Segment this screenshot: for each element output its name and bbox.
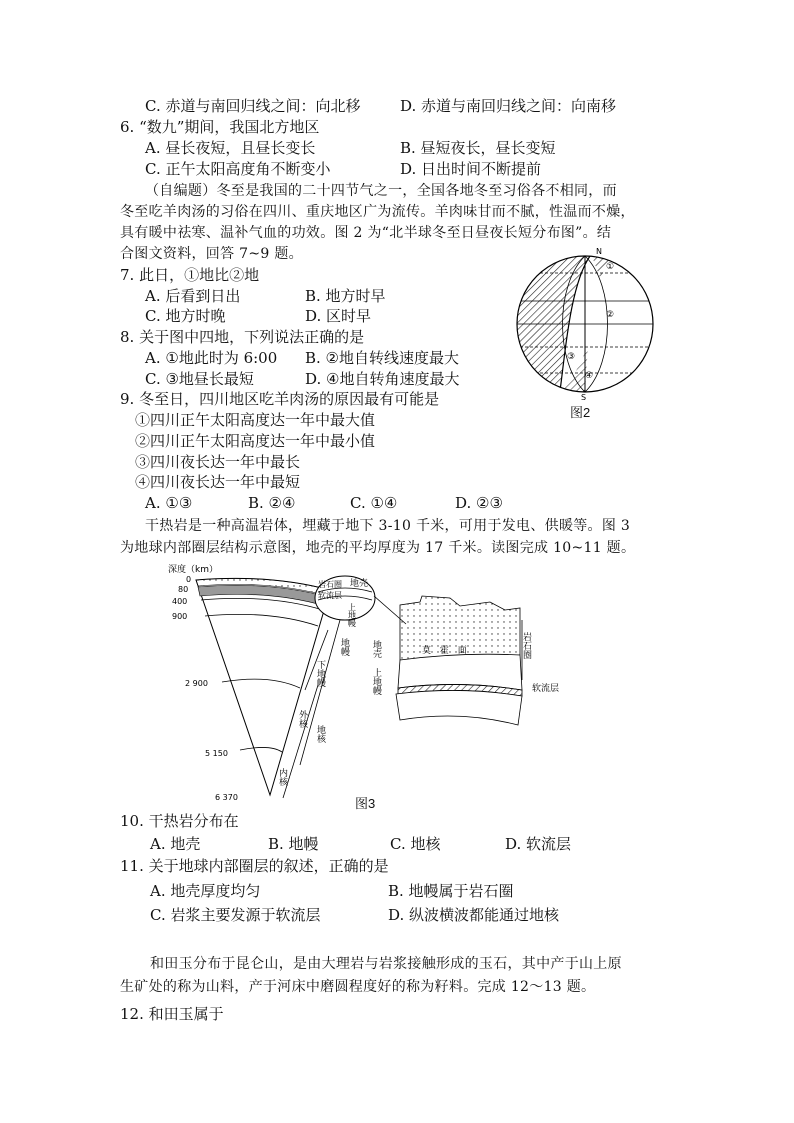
q9-option-a: A. ①③ <box>145 494 193 512</box>
q9-option-c: C. ①④ <box>350 494 398 512</box>
fig3-depth-900: 900 <box>172 612 188 621</box>
figure3-earth-interior <box>160 560 560 805</box>
q7-option-d: D. 区时早 <box>305 307 372 325</box>
q11-option-c: C. 岩浆主要发源于软流层 <box>150 906 321 924</box>
figure2-globe <box>510 245 660 400</box>
q8-option-d: D. ④地自转角速度最大 <box>305 370 460 388</box>
passage3-line2: 生矿处的称为山料，产于河床中磨圆程度好的称为籽料。完成 12～13 题。 <box>120 979 596 995</box>
q10-option-b: B. 地幔 <box>268 835 319 853</box>
passage3-line1: 和田玉分布于昆仑山，是由大理岩与岩浆接触形成的玉石，其中产于山上原 <box>150 956 622 972</box>
fig3-lower-mantle-label: 下地幔 <box>315 660 325 687</box>
fig3-mantle-label: 地幔 <box>339 638 349 656</box>
fig3-upper-mantle-label: 上地幔 <box>347 603 357 627</box>
q6-stem: 6. “数九”期间，我国北方地区 <box>120 118 320 136</box>
q6-option-c: C. 正午太阳高度角不断变小 <box>145 160 331 178</box>
fig3-outer-core-label: 外核 <box>297 710 307 728</box>
q9-option-b: B. ②④ <box>248 494 296 512</box>
fig3-core-label: 地核 <box>315 725 325 743</box>
fig2-point-1: ① <box>606 262 615 272</box>
figure2-caption: 图2 <box>570 405 591 420</box>
fig3-lithosphere-label: 岩石圈 <box>318 580 342 589</box>
q8-option-a: A. ①地此时为 6:00 <box>145 349 278 367</box>
q9-option-d: D. ②③ <box>455 494 503 512</box>
q9-statement-1: ①四川正午太阳高度达一年中最大值 <box>135 411 376 429</box>
figure3-caption: 图3 <box>355 796 376 811</box>
fig3-depth-80: 80 <box>178 585 189 594</box>
q6-option-d: D. 日出时间不断提前 <box>400 160 542 178</box>
q6-option-a: A. 昼长夜短，且昼长变长 <box>145 139 316 157</box>
fig3-moho-label: 莫 霍 面 <box>422 646 470 656</box>
fig3-depth-2900: 2 900 <box>185 679 208 688</box>
q9-statement-4: ④四川夜长达一年中最短 <box>135 473 301 491</box>
q10-option-a: A. 地壳 <box>150 835 201 853</box>
fig2-north-label: N <box>596 247 602 256</box>
fig3-right-upper-mantle-label: 上地幔 <box>371 668 381 695</box>
q10-option-d: D. 软流层 <box>505 835 572 853</box>
q11-option-d: D. 纵波横波都能通过地核 <box>388 906 560 924</box>
fig3-right-crust-label: 地壳 <box>371 640 381 658</box>
q7-option-c: C. 地方时晚 <box>145 307 226 325</box>
q7-option-a: A. 后看到日出 <box>145 287 241 305</box>
q11-option-b: B. 地幔属于岩石圈 <box>388 882 514 900</box>
q9-stem: 9. 冬至日，四川地区吃羊肉汤的原因最有可能是 <box>120 390 440 408</box>
q7-stem: 7. 此日，①地比②地 <box>120 266 260 284</box>
fig2-point-2: ② <box>606 310 615 320</box>
q11-option-a: A. 地壳厚度均匀 <box>150 882 261 900</box>
passage2-line2: 为地球内部圈层结构示意图，地壳的平均厚度为 17 千米。读图完成 10~11 题。 <box>120 540 636 556</box>
fig2-south-label: S <box>581 393 587 402</box>
q8-stem: 8. 关于图中四地，下列说法正确的是 <box>120 328 365 346</box>
passage1-line3: 具有暖中祛寒、温补气血的功效。图 2 为“北半球冬至日昼夜长短分布图”。结 <box>120 225 612 241</box>
fig3-right-asthenosphere-label: 软流层 <box>532 684 560 694</box>
q5-option-c: C. 赤道与南回归线之间：向北移 <box>145 97 361 115</box>
fig2-point-3: ③ <box>567 352 576 362</box>
fig3-depth-title: 深度（km） <box>168 565 218 575</box>
fig3-crust-label: 地壳 <box>350 579 369 589</box>
passage1-line2: 冬至吃羊肉汤的习俗在四川、重庆地区广为流传。羊肉味甘而不腻，性温而不燥， <box>120 204 635 220</box>
q10-option-c: C. 地核 <box>390 835 441 853</box>
q5-option-d: D. 赤道与南回归线之间：向南移 <box>400 97 617 115</box>
q9-statement-2: ②四川正午太阳高度达一年中最小值 <box>135 432 376 450</box>
q10-stem: 10. 干热岩分布在 <box>120 812 239 830</box>
q8-option-c: C. ③地昼长最短 <box>145 370 254 388</box>
passage2-line1: 干热岩是一种高温岩体，埋藏于地下 3-10 千米，可用于发电、供暖等。图 3 <box>145 518 631 534</box>
fig3-asthenosphere-label: 软流层 <box>318 591 342 600</box>
q6-option-b: B. 昼短夜长，昼长变短 <box>400 139 556 157</box>
passage1-line4: 合图文资料，回答 7~9 题。 <box>120 246 303 262</box>
q11-stem: 11. 关于地球内部圈层的叙述，正确的是 <box>120 857 389 875</box>
q9-statement-3: ③四川夜长达一年中最长 <box>135 453 301 471</box>
fig2-point-4: ④ <box>585 371 594 381</box>
q12-stem: 12. 和田玉属于 <box>120 1005 224 1023</box>
fig3-depth-400: 400 <box>172 597 188 606</box>
q7-option-b: B. 地方时早 <box>305 287 386 305</box>
fig3-depth-5150: 5 150 <box>205 749 228 758</box>
fig3-depth-0: 0 <box>186 575 192 584</box>
passage1-line1: （自编题）冬至是我国的二十四节气之一，全国各地冬至习俗各不相同，而 <box>145 183 617 199</box>
fig3-right-lithosphere-label: 岩石圈 <box>521 632 531 659</box>
fig3-depth-6370: 6 370 <box>215 793 238 802</box>
q8-option-b: B. ②地自转线速度最大 <box>305 349 460 367</box>
fig3-inner-core-label: 内核 <box>277 768 287 786</box>
